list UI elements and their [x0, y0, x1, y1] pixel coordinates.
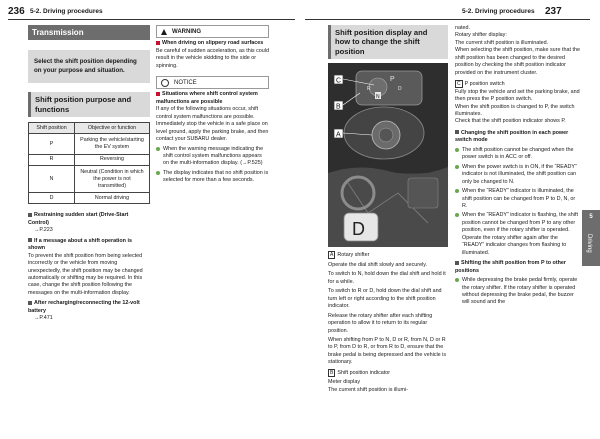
- rotary-display-body: The current shift position is illuminated.: [455, 39, 549, 46]
- notice-circle-icon: [161, 79, 169, 87]
- table-cell-function: Reversing: [74, 154, 149, 165]
- right-column-2: [455, 25, 580, 307]
- bullet-dot-icon: [455, 189, 459, 193]
- rotary-paragraph: To switch to N, hold down the dial shift and hold it for a while.: [328, 271, 446, 285]
- section-heading: Shift position display and how to change the shift position: [328, 25, 448, 59]
- caution-column: [156, 25, 269, 185]
- changing-bullet: The shift position cannot be changed when the power switch is in ACC or off.: [455, 147, 580, 162]
- shifter-inset-letter: D: [352, 219, 365, 240]
- running-header-left: 5-2. Driving procedures: [30, 8, 103, 15]
- page-number-right: 237: [545, 6, 562, 17]
- square-bullet-icon: [156, 92, 160, 96]
- square-bullet-icon: [28, 301, 32, 305]
- square-bullet-icon: [455, 261, 459, 265]
- shift-position-table: [28, 122, 150, 204]
- p-switch-paragraph: Check that the shift position indicator shows P.: [455, 118, 566, 125]
- selecting-body: When selecting the shift position, make sure that the shift position has been changed to the desired position by checking the shift position indicator provided on the instrument cluster.: [455, 47, 580, 76]
- left-column: [28, 25, 150, 323]
- auto-shift-body: To prevent the shift position from being selected incorrectly or the vehicle from moving unexpectedly, the shift position may be changed automatically or shifting may be required. In this case, change the shift position following the messages on the multi-information display.: [28, 252, 143, 296]
- table-row: [29, 193, 150, 204]
- indicator-letter-p: P: [390, 76, 395, 84]
- warning-triangle-icon: [161, 29, 167, 35]
- warning-heading: When driving on slippery road surfaces: [156, 40, 269, 47]
- indicator-letter-r: R: [367, 86, 371, 93]
- changing-heading: Changing the shift position in each power switch mode: [455, 129, 569, 144]
- callout-b: B: [336, 103, 341, 111]
- rotary-paragraph: Operate the dial shift slowly and securely.: [328, 261, 428, 268]
- rotary-paragraph: To switch to R or D, hold down the dial shift and turn left or right according to the shift position indicator.: [328, 288, 442, 310]
- indicator-letter-n: N: [376, 94, 380, 101]
- warning-header: WARNING: [156, 25, 269, 38]
- battery-reference[interactable]: →P.471: [34, 315, 53, 322]
- shift-indicator-panel: [356, 71, 422, 105]
- square-bullet-icon: [28, 213, 32, 217]
- notice-heading: Situations where shift control system malfunctions are possible: [156, 91, 258, 105]
- page-number-left: 236: [8, 6, 25, 17]
- restraining-heading: Restraining sudden start (Drive-Start Control): [28, 212, 129, 226]
- table-cell-function: Normal driving: [74, 193, 149, 204]
- notice-bullet: When the warning message indicating the shift control system malfunctions appears on the multi-information display. (→P.525): [156, 146, 269, 168]
- p-position-switch-title: C P position switch: [457, 81, 505, 88]
- meter-display-label: Meter display: [328, 379, 361, 386]
- table-cell-position: R: [29, 154, 75, 165]
- table-row: [29, 165, 150, 193]
- header-rule-right: [305, 19, 590, 20]
- table-row: [29, 154, 150, 165]
- changing-bullet: When the power switch is in ON, if the “READY” indicator is not illuminated, the shift position can only be changed to N.: [455, 164, 580, 186]
- p-switch-paragraph: When the shift position is changed to P, the switch illuminates.: [455, 103, 575, 117]
- square-bullet-icon: [156, 41, 160, 45]
- shifting-bullet: While depressing the brake pedal firmly, operate the rotary shifter. If the rotary shifter is operated without depressing the brake pedal, the buzzer will sound and the: [455, 277, 580, 307]
- table-cell-function: Neutral (Condition in which the power is not transmitted): [74, 165, 149, 193]
- notice-bullet: The display indicates that no shift position is selected for more than a few seconds.: [156, 170, 269, 185]
- table-header-objective: Objective or function: [74, 123, 149, 134]
- shift-indicator-title: B Shift position indicator: [330, 369, 391, 376]
- table-cell-function: Parking the vehicle/starting the EV system: [74, 134, 149, 155]
- battery-heading: After recharging/reconnecting the 12-volt battery: [28, 300, 140, 314]
- auto-shift-heading: If a message about a shift operation is shown: [28, 237, 132, 252]
- changing-bullet: When the “READY” indicator is flashing, the shift position cannot be changed from P to any other position, even if the rotary shifter is operated. Operate the rotary shifter again after the “READY” indicator changes from flashing to illuminated.: [455, 212, 580, 257]
- rotary-paragraph: When shifting from P to N, D or R, from N, D or R to P, from D to R, or from R to D, ensure that the brake pedal is being depressed and the vehicle is stationary.: [328, 336, 447, 366]
- running-header-right: 5-2. Driving procedures: [462, 8, 535, 15]
- chapter-tab[interactable]: [582, 210, 600, 266]
- transmission-title: Transmission: [28, 25, 150, 40]
- bullet-dot-icon: [156, 171, 160, 175]
- indicator-letter-d: D: [398, 86, 402, 93]
- changing-bullet: When the “READY” indicator is illuminated, the shift position can be changed from P to D, N, or R.: [455, 188, 580, 210]
- table-header-shift: Shift position: [29, 123, 75, 134]
- bullet-dot-icon: [455, 148, 459, 152]
- table-cell-position: P: [29, 134, 75, 155]
- continued-text: nated.: [455, 25, 470, 31]
- warning-body: Be careful of sudden acceleration, as this could result in the vehicle skidding to the side or spinning.: [156, 47, 269, 69]
- callout-a: A: [336, 131, 341, 139]
- bullet-dot-icon: [156, 147, 160, 151]
- right-column-1: [328, 25, 448, 394]
- rotary-paragraph: Release the rotary shifter after each shifting operation to allow it to return to its regular position.: [328, 312, 433, 334]
- rotary-display-label: Rotary shifter display:: [455, 32, 507, 39]
- right-page: [300, 0, 600, 439]
- select-shift-box: Select the shift position depending on your purpose and situation.: [28, 50, 150, 83]
- square-bullet-icon: [455, 130, 459, 134]
- p-switch-paragraph: Fully stop the vehicle and set the parking brake, and then press the P position switch.: [455, 88, 580, 103]
- notice-header: NOTICE: [156, 76, 269, 89]
- bullet-dot-icon: [455, 165, 459, 169]
- table-row: [29, 134, 150, 155]
- square-bullet-icon: [28, 238, 32, 242]
- rotary-shifter-title: A Rotary shifter: [330, 252, 370, 259]
- table-header-row: [29, 123, 150, 134]
- bullet-dot-icon: [455, 278, 459, 282]
- table-cell-position: N: [29, 165, 75, 193]
- bullet-dot-icon: [455, 213, 459, 217]
- header-rule-left: [8, 19, 295, 20]
- callout-c: C: [336, 77, 342, 85]
- chapter-tab-label: Driving: [586, 234, 592, 253]
- table-cell-position: D: [29, 193, 75, 204]
- chapter-tab-number: 5: [589, 214, 593, 220]
- shifter-diagram: [328, 63, 448, 247]
- restraining-reference[interactable]: →P.223: [34, 227, 53, 234]
- purpose-heading: Shift position purpose and functions: [28, 92, 150, 117]
- shifting-heading: Shifting the shift position from P to other positions: [455, 260, 567, 274]
- notice-body: If any of the following situations occur, shift control system malfunctions are possible. Immediately stop the vehicle in a safe place on level ground, apply the parking brake, and then contact your SUBARU dealer.: [156, 106, 269, 143]
- meter-display-body: The current shift position is illumi-: [328, 386, 408, 393]
